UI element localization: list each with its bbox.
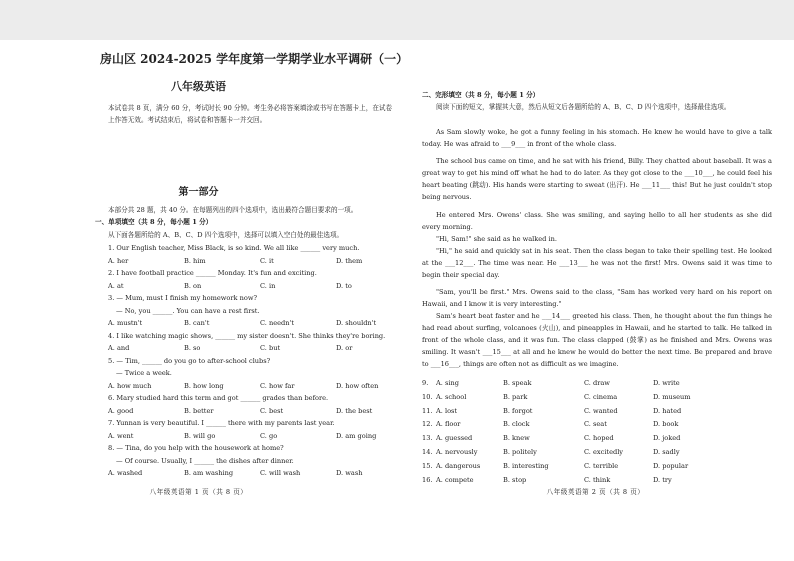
choice-option: A. nervously xyxy=(436,448,478,456)
answer-option: A. went xyxy=(108,431,134,440)
choice-option: B. interesting xyxy=(503,461,549,470)
answer-option: D. how often xyxy=(336,381,379,390)
section-2-description: 阅读下面的短文，掌握其大意，然后从短文后各题所给的 A、B、C、D 四个选项中，选择最佳选项。 xyxy=(436,103,731,111)
passage-paragraph: Sam's heart beat faster and he ___14___ greeted his class. Then, he thought about the fun things he had read about surfing, volcanoes (火山), and pineapples in Hawaii, and he started to talk. He talked in front of the whole class, and it was fun. The class clapped (鼓掌) as he finished and Mrs. Owens was smiling. It wasn't ___15___ at all and he knew he would do better the next time. Be prepared and brave to ___16___, things are often not as difficult as we imagine. xyxy=(422,312,772,369)
answer-option: A. good xyxy=(108,406,134,415)
answer-option: D. wash xyxy=(336,469,363,477)
choice-number: 9. xyxy=(422,379,429,387)
answer-option: A. how much xyxy=(108,381,152,390)
choice-number: 12. xyxy=(422,420,433,429)
answer-option: A. at xyxy=(108,281,124,290)
answer-option: A. her xyxy=(108,256,129,265)
answer-option: D. to xyxy=(336,281,352,290)
answer-option: C. in xyxy=(260,281,276,290)
answer-option: A. washed xyxy=(108,469,143,477)
passage-paragraph: The school bus came on time, and he sat with his friend, Billy. They chatted about baseball. It was a great way to get his mind off what he had to do later. As they got close to the ___10___, he could feel his heart beating (跳动). His hands were starting to sweat (出汗). He ___11___ this! But he just couldn't stop being nervous. xyxy=(422,157,772,202)
section-2-heading: 二、完形填空（共 8 分，每小题 1 分） xyxy=(422,91,540,99)
choice-option: B. speak xyxy=(503,379,532,387)
passage-paragraph: He entered Mrs. Owens' class. She was smiling, and saying hello to all her students as she did every morning. xyxy=(422,211,772,232)
answer-option: D. am going xyxy=(336,431,377,440)
choice-option: D. write xyxy=(653,379,680,387)
choice-number: 16. xyxy=(422,475,433,484)
part-description: 本部分共 28 题，共 40 分。在每题列出的四个选项中，选出最符合题目要求的一项。 xyxy=(108,206,358,214)
answer-option: D. them xyxy=(336,256,363,265)
question-stem: 2. I have football practice ______ Monday. It's fun and exciting. xyxy=(108,269,317,277)
choice-option: C. think xyxy=(584,475,611,484)
choice-number: 11. xyxy=(422,406,433,415)
choice-option: A. lost xyxy=(436,406,458,415)
choice-option: B. stop xyxy=(503,475,527,484)
part-heading: 第一部分 xyxy=(178,187,219,198)
page-footer-2: 八年级英语第 2 页（共 8 页） xyxy=(546,488,645,496)
question-stem: 3. — Mum, must I finish my homework now? xyxy=(108,294,258,302)
exam-title: 房山区 2024-2025 学年度第一学期学业水平调研（一） xyxy=(100,52,409,66)
answer-option: C. will wash xyxy=(260,469,301,477)
choice-option: A. compete xyxy=(436,475,474,484)
answer-option: D. shouldn't xyxy=(336,319,377,327)
choice-number: 10. xyxy=(422,392,433,401)
choice-option: A. guessed xyxy=(436,434,473,443)
answer-option: D. or xyxy=(336,344,353,352)
question-stem: 6. Mary studied hard this term and got ______ grades than before. xyxy=(108,394,329,402)
choice-number: 15. xyxy=(422,461,433,470)
choice-number: 14. xyxy=(422,448,433,456)
answer-option: A. and xyxy=(108,344,130,352)
section-1-description: 从下面各题所给的 A、B、C、D 四个选项中，选择可以填入空白处的最佳选项。 xyxy=(108,231,344,239)
choice-option: C. wanted xyxy=(584,406,618,415)
choice-option: B. politely xyxy=(503,448,537,456)
answer-option: A. mustn't xyxy=(108,319,143,327)
choice-number: 13. xyxy=(422,434,433,443)
choice-option: A. dangerous xyxy=(436,461,481,470)
exam-subtitle: 八年级英语 xyxy=(171,80,226,93)
choice-option: D. book xyxy=(653,420,679,429)
answer-option: B. better xyxy=(184,406,214,415)
choice-option: A. floor xyxy=(436,420,461,429)
choice-option: C. terrible xyxy=(584,461,619,470)
answer-option: B. can't xyxy=(184,319,210,327)
passage-paragraph: "Hi," he said and quickly sat in his seat. Then the class began to take their spelling test. He looked at the ___12___. The time was near. He ___13___ he was not the first! Mrs. Owens said it was time to begin their special day. xyxy=(422,247,772,280)
choice-option: D. try xyxy=(653,475,672,484)
question-stem-line2: — Of course. Usually, I ______ the dishes after dinner. xyxy=(116,456,294,465)
viewer-toolbar xyxy=(0,0,794,40)
question-stem-line2: — No, you ______. You can have a rest first. xyxy=(116,306,260,315)
answer-option: C. go xyxy=(260,431,278,440)
choice-option: C. draw xyxy=(584,379,610,387)
choice-option: C. seat xyxy=(584,420,607,429)
choice-option: D. sadly xyxy=(653,448,680,456)
answer-option: B. how long xyxy=(184,381,224,390)
question-stem: 7. Yunnan is very beautiful. I ______ there with my parents last year. xyxy=(108,419,335,427)
passage-paragraph: As Sam slowly woke, he got a funny feeling in his stomach. He knew he would have to give a talk today. He was afraid to ___9___ in front of the whole class. xyxy=(422,128,772,149)
answer-option: B. will go xyxy=(184,431,216,440)
answer-option: C. how far xyxy=(260,381,295,390)
answer-option: C. needn't xyxy=(260,319,294,327)
choice-option: B. knew xyxy=(503,434,530,443)
passage-paragraph: "Sam, you'll be first." Mrs. Owens said to the class, "Sam has worked very hard on his report on Hawaii, and I know it is very interesting." xyxy=(422,288,772,309)
question-stem: 4. I like watching magic shows, ______ my sister doesn't. She thinks they're boring. xyxy=(108,331,386,340)
question-stem: 1. Our English teacher, Miss Black, is so kind. We all like ______ very much. xyxy=(108,244,360,252)
answer-option: D. the best xyxy=(336,406,373,415)
passage-paragraph: "Hi, Sam!" she said as he walked in. xyxy=(436,235,557,243)
exam-notice: 本试卷共 8 页，满分 60 分，考试时长 90 分钟。考生务必将答案填涂或书写在答题卡上，在试卷上作答无效。考试结束后，将试卷和答题卡一并交回。 xyxy=(108,104,393,124)
choice-option: B. forgot xyxy=(503,406,533,415)
question-stem: 5. — Tim, ______ do you go to after-school clubs? xyxy=(108,356,271,365)
choice-option: D. museum xyxy=(653,392,691,401)
choice-option: C. excitedly xyxy=(584,448,624,456)
answer-option: C. best xyxy=(260,406,284,415)
choice-option: C. cinema xyxy=(584,392,618,401)
choice-option: D. popular xyxy=(653,461,689,470)
choice-option: B. clock xyxy=(503,420,530,429)
question-stem: 8. — Tina, do you help with the housework at home? xyxy=(108,444,284,452)
choice-option: A. school xyxy=(436,392,467,401)
choice-option: A. sing xyxy=(436,379,459,387)
choice-option: B. park xyxy=(503,392,528,401)
answer-option: B. him xyxy=(184,256,206,265)
choice-option: D. hated xyxy=(653,406,682,415)
section-1-heading: 一、单项填空（共 8 分，每小题 1 分） xyxy=(95,218,213,226)
choice-option: D. joked xyxy=(653,434,681,443)
answer-option: B. am washing xyxy=(184,469,234,477)
answer-option: C. it xyxy=(260,256,274,265)
page-footer-1: 八年级英语第 1 页（共 8 页） xyxy=(149,488,248,496)
answer-option: C. but xyxy=(260,344,281,352)
question-stem-line2: — Twice a week. xyxy=(116,369,172,377)
answer-option: B. on xyxy=(184,281,202,290)
choice-option: C. hoped xyxy=(584,434,614,443)
answer-option: B. so xyxy=(184,344,201,352)
